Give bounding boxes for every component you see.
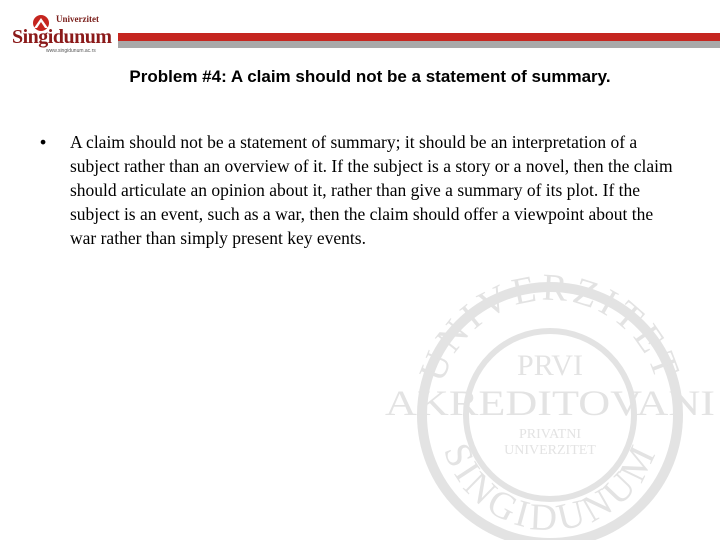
bullet-text: A claim should not be a statement of summary; it should be an interpretation of a subject rather than an overview of it. If the subject is a story or a novel, then the claim should articulate an opinion about it, rather than give a summary of its plot. If the subject is an event, such as a war, then the claim should offer a viewpoint about the war rather than simply present key events.: [70, 132, 673, 248]
accreditation-seal-watermark: [380, 270, 720, 540]
header-gray-bar: [118, 41, 720, 48]
watermark-line2: AKREDITOVANI: [385, 383, 715, 423]
logo-university-label: Univerzitet: [56, 14, 99, 24]
header-red-bar: [118, 33, 720, 41]
watermark-bottom-arc: SINGIDUNUM: [435, 436, 666, 540]
logo-url: www.singidunum.ac.rs: [46, 48, 96, 54]
watermark-top-arc: UNIVERZITET: [411, 270, 689, 388]
logo-name: Singidunum: [12, 26, 112, 48]
watermark-line4: UNIVERZITET: [504, 443, 596, 458]
watermark-line3: PRIVATNI: [519, 427, 581, 442]
slide-header: [0, 0, 720, 60]
slide-title: Problem #4: A claim should not be a statement of summary.: [129, 67, 611, 86]
slide-content: [40, 130, 680, 250]
bullet-marker: •: [40, 132, 47, 152]
bullet-item: [40, 130, 680, 250]
singidunum-logo: [8, 12, 112, 56]
watermark-line1: PRVI: [517, 349, 583, 382]
